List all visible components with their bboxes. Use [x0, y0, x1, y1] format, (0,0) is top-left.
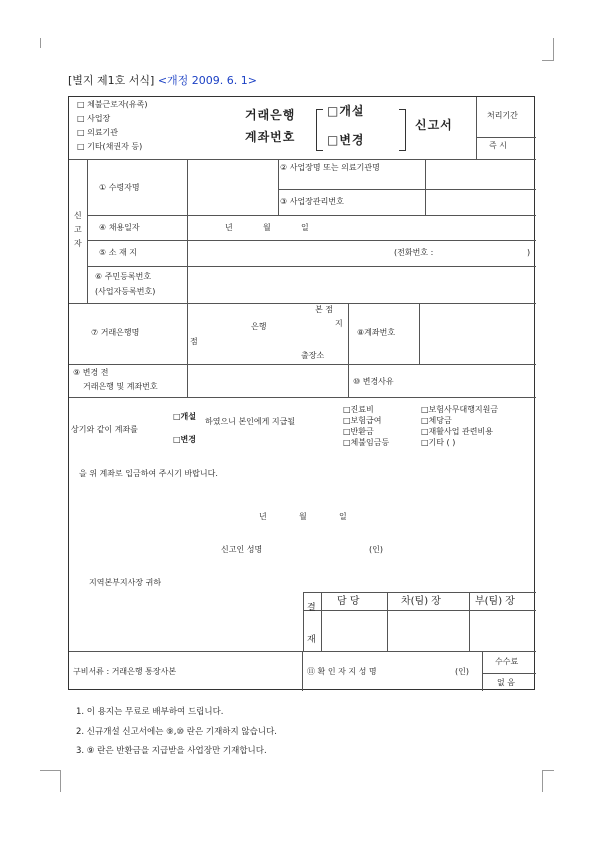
- payment-item[interactable]: □보험사무대행지원금: [421, 405, 499, 414]
- business-name-field[interactable]: [428, 162, 533, 187]
- business-number-field[interactable]: [428, 192, 533, 213]
- branch-label: 지: [335, 319, 343, 328]
- type-option[interactable]: □ 사업장: [77, 114, 111, 123]
- form-header: [68, 72, 257, 88]
- crop-mark: [542, 770, 543, 792]
- date-day: 일: [301, 223, 309, 232]
- left-bracket: [316, 109, 323, 151]
- right-bracket: [399, 109, 406, 151]
- crop-mark: [60, 770, 61, 792]
- bank-unit: 은행: [251, 322, 267, 331]
- crop-mark: [542, 60, 554, 61]
- change-reason-label: ⑩ 변경사유: [353, 377, 394, 386]
- approval-side-label: 결: [307, 603, 316, 613]
- approval-header-staff: 담 당: [337, 596, 360, 607]
- previous-account-label: ⑨ 변경 전: [73, 368, 109, 377]
- confirmer-name-field[interactable]: [401, 663, 451, 677]
- payment-item[interactable]: □기타 ( ): [421, 438, 456, 447]
- employment-date-label: ④ 채용일자: [99, 223, 140, 232]
- report-label: 신고서: [415, 118, 453, 132]
- payment-item[interactable]: □반환금: [343, 427, 374, 436]
- business-name-label: ② 사업장명 또는 의료기관명: [280, 163, 380, 172]
- declaration-open-checkbox[interactable]: □개설: [173, 412, 197, 421]
- head-office-label: 본 점: [315, 305, 333, 314]
- reporter-side-label: 신: [74, 211, 82, 220]
- approval-side-label: 재: [307, 635, 316, 645]
- form-number: [별지 제1호 서식]: [68, 74, 155, 87]
- required-documents: 구비서류 : 거래은행 통장사본: [73, 667, 177, 676]
- signer-name-field[interactable]: [284, 542, 364, 556]
- payment-item[interactable]: □진료비: [343, 405, 374, 414]
- bank-label: 거래은행: [245, 108, 296, 122]
- note-item: 2. 신규개설 신고서에는 ⑨,⑩ 란은 기재하지 않습니다.: [76, 727, 277, 737]
- crop-mark: [553, 38, 554, 60]
- type-option[interactable]: □ 의료기관: [77, 128, 119, 137]
- reporter-side-label: 고: [74, 225, 82, 234]
- payment-item[interactable]: □체불임금등: [343, 438, 390, 447]
- sub-branch-label: 출장소: [301, 351, 325, 360]
- resident-number-label: ⑥ 주민등록번호: [95, 272, 152, 281]
- account-number-field[interactable]: [422, 306, 532, 361]
- address-label: ⑤ 소 재 지: [99, 248, 137, 257]
- approval-header-chief: 차(팀) 장: [401, 596, 441, 607]
- confirmer-seal: (인): [455, 667, 469, 676]
- fee-value: 없 음: [497, 678, 515, 687]
- bank-name-label: ⑦ 거래은행명: [91, 328, 140, 337]
- change-reason-field[interactable]: [419, 367, 531, 394]
- approval-sign-chief[interactable]: [389, 613, 467, 649]
- phone-label: (전화번호 :: [394, 248, 434, 257]
- branch-suffix: 점: [190, 337, 198, 346]
- phone-close: ): [527, 248, 531, 257]
- previous-account-field[interactable]: [190, 367, 345, 394]
- confirmer-label: ⑪ 확 인 자 지 성 명: [307, 667, 377, 676]
- addressee: 지역본부지사장 귀하: [89, 578, 162, 587]
- report-form: [68, 96, 535, 690]
- date-year: 년: [225, 223, 233, 232]
- approval-sign-director[interactable]: [471, 613, 534, 649]
- payment-item[interactable]: □체당금: [421, 416, 452, 425]
- declaration-change-checkbox[interactable]: □변경: [173, 435, 197, 444]
- processing-period-label: 처리기간: [487, 111, 518, 120]
- crop-mark: [40, 770, 60, 771]
- type-option[interactable]: □ 체불근로자(유족): [77, 100, 148, 109]
- crop-mark: [40, 38, 41, 48]
- business-registration-label: (사업자등록번호): [95, 287, 156, 296]
- declaration-date-year: 년: [259, 512, 267, 521]
- note-item: 3. ⑨ 란은 반환금을 지급받을 사업장만 기재합니다.: [76, 746, 267, 756]
- revision-date: <개정 2009. 6. 1>: [157, 74, 258, 87]
- resident-number-field[interactable]: [190, 269, 530, 299]
- signer-name-label: 신고인 성명: [221, 545, 263, 554]
- change-checkbox[interactable]: □변경: [327, 133, 365, 147]
- note-item: 1. 이 용지는 무료로 배부하여 드립니다.: [76, 707, 224, 717]
- date-month: 월: [263, 223, 271, 232]
- account-number-label: ⑧계좌번호: [357, 328, 396, 337]
- processing-period-value: 즉 시: [489, 141, 507, 150]
- declaration-middle: 하였으니 본인에게 지급될: [205, 417, 296, 426]
- signer-seal: (인): [369, 545, 383, 554]
- fee-label: 수수료: [495, 657, 519, 666]
- reporter-side-label: 자: [74, 239, 82, 248]
- declaration-lead: 상기와 같이 계좌를: [71, 425, 138, 434]
- declaration-date-day: 일: [339, 512, 347, 521]
- account-label: 계좌번호: [245, 130, 296, 144]
- declaration-tail: 을 위 계좌로 입금하여 주시기 바랍니다.: [79, 469, 218, 478]
- crop-mark: [542, 770, 554, 771]
- business-number-label: ③ 사업장관리번호: [280, 197, 344, 206]
- address-field[interactable]: [190, 243, 390, 263]
- payment-item[interactable]: □보험급여: [343, 416, 382, 425]
- approval-header-director: 부(팀) 장: [475, 596, 515, 607]
- approval-sign-staff[interactable]: [323, 613, 385, 649]
- type-option[interactable]: □ 기타(채권자 등): [77, 142, 143, 151]
- declaration-date-month: 월: [299, 512, 307, 521]
- payment-item[interactable]: □재활사업 관련비용: [421, 427, 493, 436]
- previous-account-sublabel: 거래은행 및 계좌번호: [83, 382, 158, 391]
- recipient-name-label: ① 수령자명: [99, 183, 140, 192]
- open-checkbox[interactable]: □개설: [327, 104, 365, 118]
- recipient-name-field[interactable]: [190, 162, 275, 212]
